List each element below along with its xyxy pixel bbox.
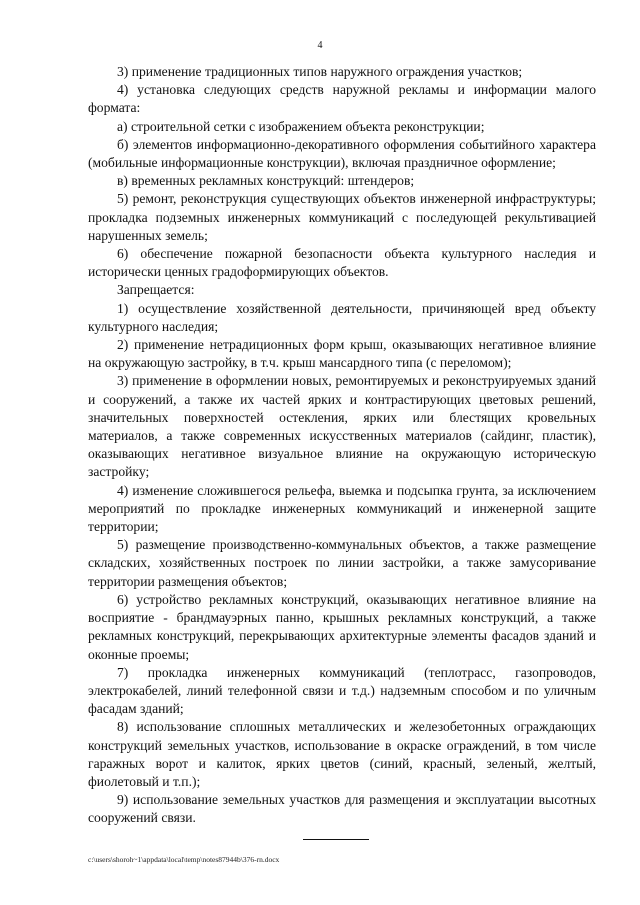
paragraph: 1) осуществление хозяйственной деятельности, причиняющей вред объекту культурного наследия; (88, 300, 596, 334)
paragraph: 6) устройство рекламных конструкций, оказывающих негативное влияние на восприятие - брандмауэрных панно, крышных рекламных конструкций, а также рекламных конструкций, перекрывающих архитектурные элементы фасадов зданий и оконные проемы; (88, 591, 596, 662)
paragraph: 8) использование сплошных металлических и железобетонных ограждающих конструкций земельных участков, использование в окраске ограждений, в том числе гаражных ворот и калиток, ярких цветов (синий, красный, зеленый, желтый, фиолетовый и т.п.); (88, 719, 596, 789)
paragraph: б) элементов информационно-декоративного оформления событийного характера (мобильные информационные конструкции), включая праздничное оформление; (88, 136, 596, 171)
paragraph: 6) обеспечение пожарной безопасности объекта культурного наследия и исторически ценных градоформирующих объектов. (88, 246, 596, 280)
paragraph: 2) применение нетрадиционных форм крыш, оказывающих негативное влияние на окружающую застройку, в т.ч. крыш мансардного типа (с переломом); (88, 337, 596, 371)
paragraph: 5) ремонт, реконструкция существующих объектов инженерной инфраструктуры; прокладка подземных инженерных коммуникаций с последующей рекультивацией нарушенных земель; (88, 191, 596, 243)
paragraph: 3) применение в оформлении новых, ремонтируемых и реконструируемых зданий и сооружений, а также их частей ярких и контрастирующих цветовых решений, значительных поверхностей остекления, ярких или блестящих кровельных материалов, а также современных искусственных материалов (сайдинг, пластик), оказывающих негативное визуальное влияние на окружающую историческую застройку; (88, 373, 596, 480)
paragraph: 4) изменение сложившегося рельефа, выемка и подсыпка грунта, за исключением мероприятий по прокладке инженерных коммуникаций и инженерной защите территории; (88, 482, 596, 535)
paragraph: 7) прокладка инженерных коммуникаций (теплотрасс, газопроводов, электрокабелей, линий телефонной связи и т.д.) надземным способом и по уличным фасадам зданий; (88, 664, 596, 717)
section-heading-prohibited: Запрещается: (117, 282, 195, 298)
paragraph: в) временных рекламных конструкций: штендеров; (117, 173, 415, 189)
paragraph: а) строительной сетки с изображением объекта реконструкции; (117, 118, 485, 134)
paragraph: 3) применение традиционных типов наружного ограждения участков; (117, 64, 523, 79)
document-body (88, 63, 596, 828)
page-number: 4 (317, 40, 323, 51)
paragraph: 5) размещение производственно-коммунальных объектов, а также размещение складских, хозяйственных построек по линии застройки, а также замусоривание территории размещения объектов; (88, 537, 596, 589)
paragraph: 4) установка следующих средств наружной рекламы и информации малого формата: (88, 82, 596, 116)
footer-file-path: c:\users\shoroh~1\appdata\local\temp\notes87944b\376-rn.docx (88, 855, 280, 864)
end-of-text-divider (303, 839, 369, 840)
paragraph: 9) использование земельных участков для размещения и эксплуатации высотных сооружений связи. (88, 792, 596, 826)
